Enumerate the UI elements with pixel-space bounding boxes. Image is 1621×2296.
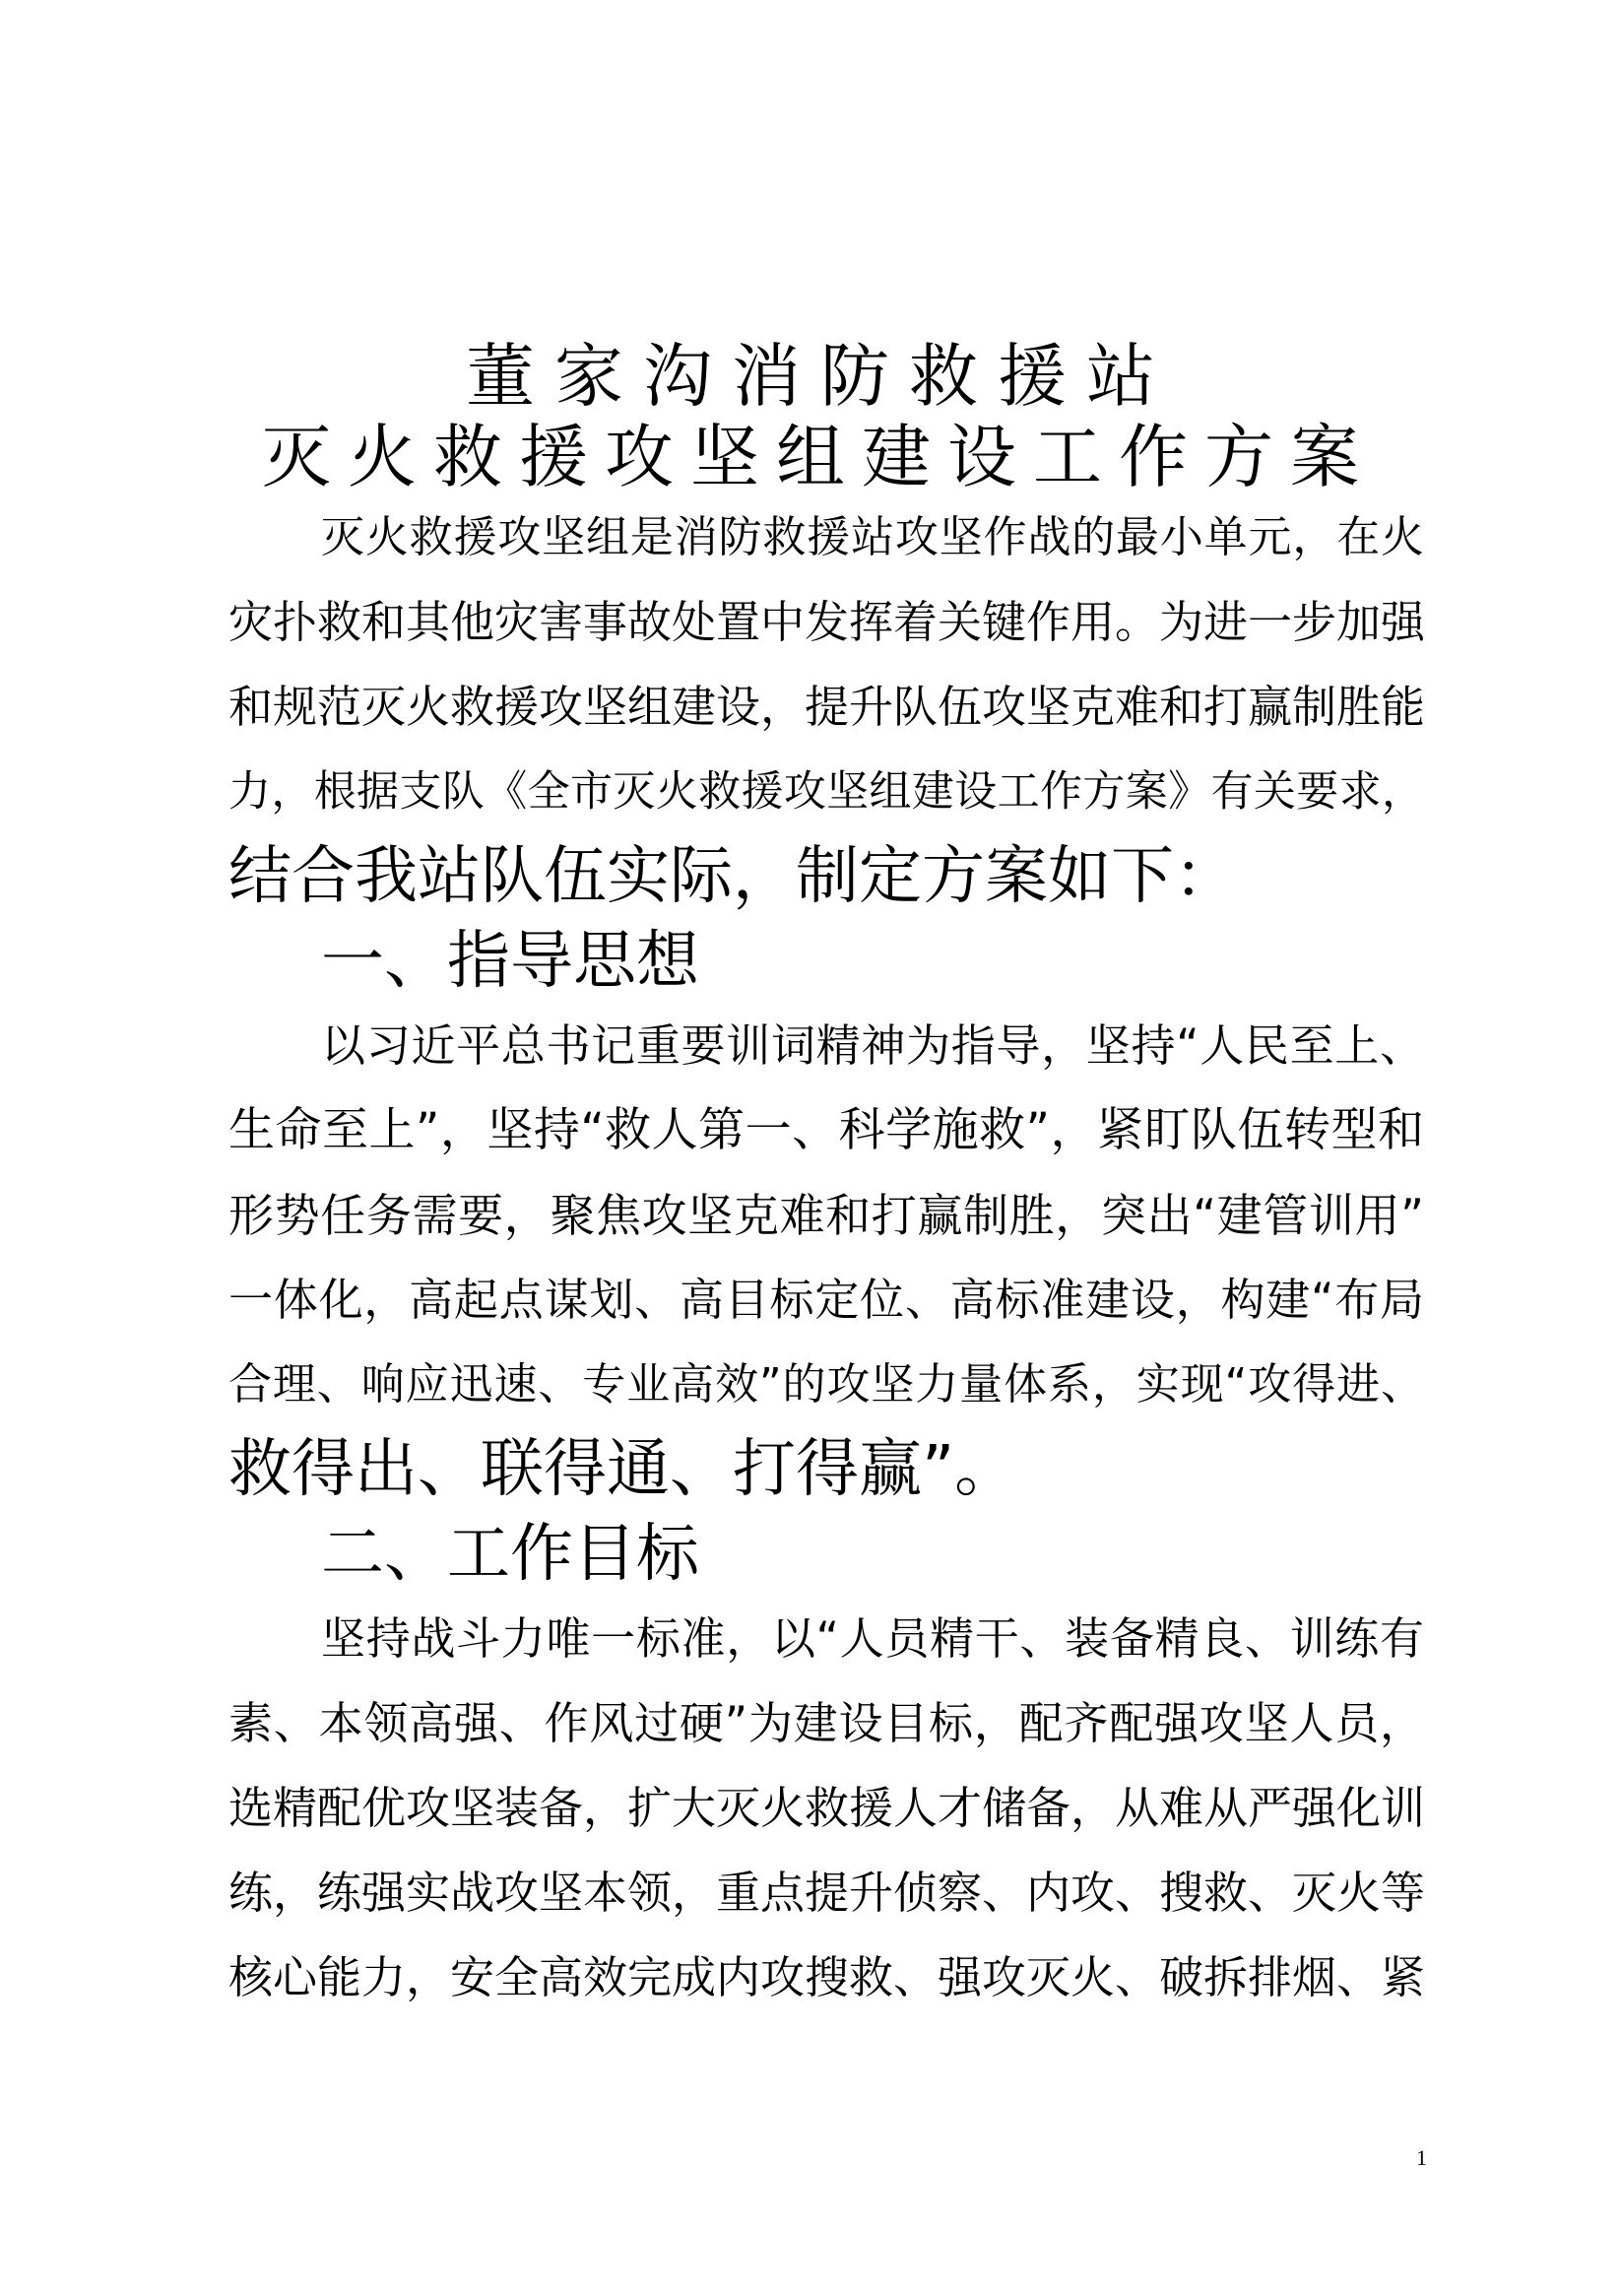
text-line: 核心能力，安全高效完成内攻搜救、强攻灭火、破拆排烟、紧	[228, 1951, 1426, 2003]
document-title-line1: 董家沟消防救援站	[466, 336, 1175, 417]
text-line: 和规范灭火救援攻坚组建设，提升队伍攻坚克难和打赢制胜能	[228, 681, 1426, 733]
section-heading-2: 二、工作目标	[321, 1518, 699, 1591]
text-line: 力，根据支队《全市灭火救援攻坚组建设工作方案》有关要求，	[228, 767, 1424, 817]
text-line: 灭火救援攻坚组是消防救援站攻坚作战的最小单元，在火	[321, 512, 1424, 562]
text-line: 形势任务需要，聚焦攻坚克难和打赢制胜，突出“建管训用”	[228, 1189, 1424, 1242]
text-line: 生命至上”，坚持“救人第一、科学施救”，紧盯队伍转型和	[228, 1103, 1424, 1157]
section-heading-1: 一、指导思想	[321, 925, 699, 998]
text-line: 练，练强实战攻坚本领，重点提升侦察、内攻、搜救、灭火等	[228, 1867, 1426, 1919]
text-line: 坚持战斗力唯一标准，以“人员精干、装备精良、训练有	[321, 1612, 1424, 1665]
text-line: 结合我站队伍实际，制定方案如下：	[228, 840, 1237, 913]
document-title-line2: 灭火救援攻坚组建设工作方案	[262, 417, 1376, 497]
text-line: 以习近平总书记重要训词精神为指导，坚持“人民至上、	[321, 1019, 1424, 1072]
text-line: 救得出、联得通、打得赢”。	[228, 1433, 1018, 1506]
text-line: 一体化，高起点谋划、高目标定位、高标准建设，构建“布局	[228, 1274, 1424, 1326]
text-line: 合理、响应迅速、专业高效”的攻坚力量体系，实现“攻得进、	[228, 1359, 1424, 1410]
text-line: 素、本领高强、作风过硬”为建设目标，配齐配强攻坚人员，	[228, 1697, 1424, 1749]
text-line: 灾扑救和其他灾害事故处置中发挥着关键作用。为进一步加强	[228, 596, 1426, 648]
text-line: 选精配优攻坚装备，扩大灭火救援人才储备，从难从严强化训	[228, 1782, 1426, 1834]
page-number: 1	[1416, 2145, 1427, 2170]
